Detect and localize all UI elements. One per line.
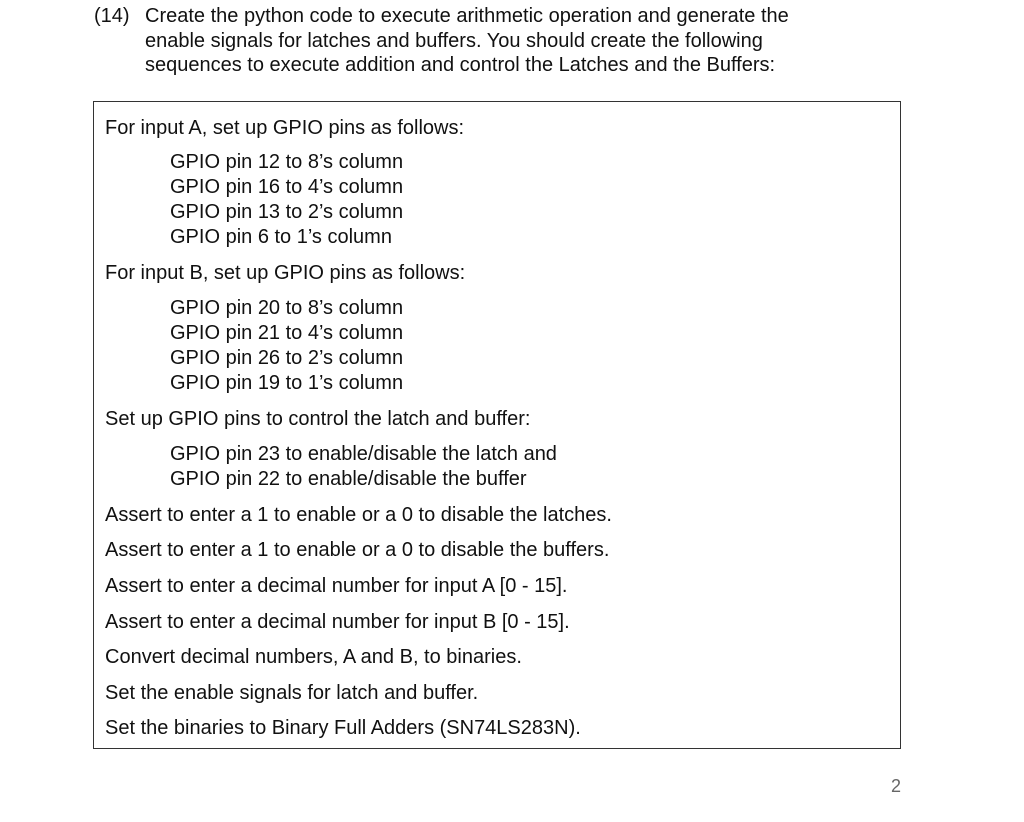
input-b-heading: For input B, set up GPIO pins as follows: xyxy=(105,262,466,284)
step-item: Assert to enter a decimal number for input B [0 - 15]. xyxy=(105,611,570,633)
step-item: Assert to enter a decimal number for input A [0 - 15]. xyxy=(105,575,568,597)
step-item: Set the binaries to Binary Full Adders (SN74LS283N). xyxy=(105,717,581,739)
question-block xyxy=(94,4,894,78)
step-item: Set the enable signals for latch and buffer. xyxy=(105,682,479,704)
control-heading: Set up GPIO pins to control the latch and buffer: xyxy=(105,408,531,430)
input-b-pin: GPIO pin 20 to 8’s column xyxy=(170,297,404,319)
input-a-pin: GPIO pin 13 to 2’s column xyxy=(170,201,404,223)
control-pin: GPIO pin 22 to enable/disable the buffer xyxy=(170,468,527,490)
question-line: Create the python code to execute arithmetic operation and generate the xyxy=(145,5,789,27)
input-a-pin: GPIO pin 16 to 4’s column xyxy=(170,176,404,198)
input-b-pin: GPIO pin 19 to 1’s column xyxy=(170,372,404,394)
step-item: Convert decimal numbers, A and B, to binaries. xyxy=(105,646,522,668)
step-item: Assert to enter a 1 to enable or a 0 to disable the buffers. xyxy=(105,539,610,561)
input-a-heading: For input A, set up GPIO pins as follows: xyxy=(105,117,465,139)
question-line: enable signals for latches and buffers. You should create the following xyxy=(145,29,763,52)
question-text xyxy=(145,4,894,78)
instructions-box xyxy=(93,101,901,749)
input-a-pin: GPIO pin 12 to 8’s column xyxy=(170,151,404,173)
question-line: sequences to execute addition and control the Latches and the Buffers: xyxy=(145,54,776,76)
control-pin: GPIO pin 23 to enable/disable the latch and xyxy=(170,443,557,465)
input-a-pin: GPIO pin 6 to 1’s column xyxy=(170,226,392,248)
step-item: Assert to enter a 1 to enable or a 0 to disable the latches. xyxy=(105,504,612,526)
input-b-pin: GPIO pin 26 to 2’s column xyxy=(170,347,404,369)
page-number: 2 xyxy=(891,776,902,796)
input-b-pin: GPIO pin 21 to 4’s column xyxy=(170,322,404,344)
question-number: (14) xyxy=(94,5,130,27)
